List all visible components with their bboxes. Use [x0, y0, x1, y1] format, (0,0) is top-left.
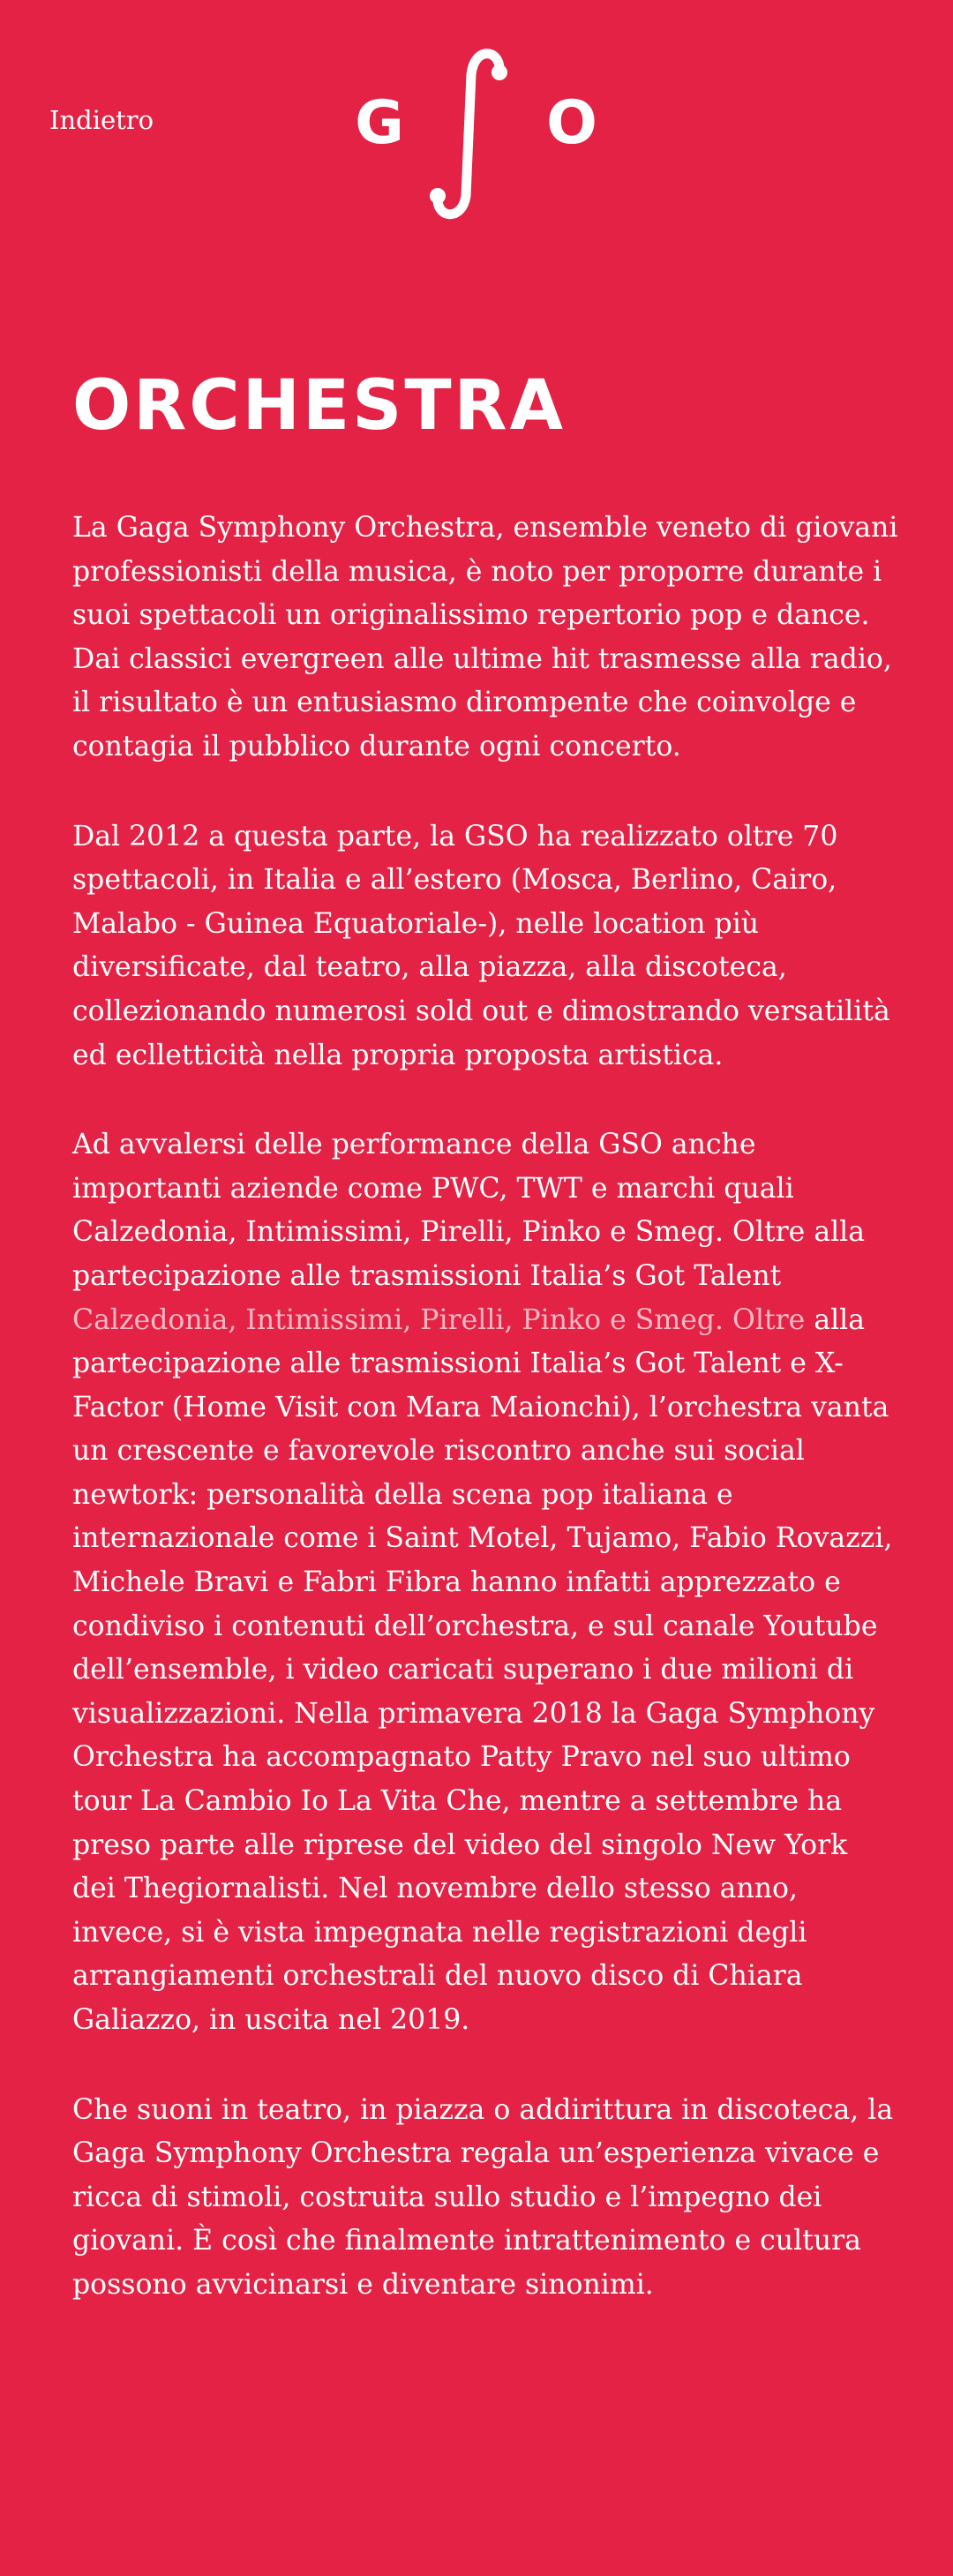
- paragraph-3-part-2: alla partecipazione alle trasmissioni Italia’s Got Talent e X-Factor (Home Visit con Mara Maionchi), l’orchestra vanta un crescente e favorevole riscontro anche sui social newtork: personalità della scena pop italiana e internazionale come i Saint Motel, Tujamo, Fabio Rovazzi, Michele Bravi e Fabri Fibra hanno infatti apprezzato e condiviso i contenuti dell’orchestra, e sul canale Youtube dell’ensemble, i video caricati superano i due milioni di visualizzazioni. Nella primavera 2018 la Gaga Symphony Orchestra ha accompagnato Patty Pravo nel suo ultimo tour La Cambio Io La Vita Che, mentre a settembre ha preso parte alle riprese del video del singolo New York dei Thegiornalisti. Nel novembre dello stesso anno, invece, si è vista impegnata nelle registrazioni degli arrangiamenti orchestrali del nuovo disco di Chiara Galiazzo, in uscita nel 2019.: [72, 1303, 893, 2036]
- logo[interactable]: [344, 39, 609, 242]
- article-body: [72, 507, 898, 2354]
- logo-letter-g-text: G: [355, 88, 404, 158]
- integral-f-hole-icon: [430, 54, 507, 214]
- paragraph-4: Che suoni in teatro, in piazza o addirittura in discoteca, la Gaga Symphony Orchestra regala un’esperienza vivace e ricca di stimoli, costruita sullo studio e l’impegno dei giovani. È così che finalmente intrattenimento e cultura possono avvicinarsi e diventare sinonimi.: [72, 2093, 894, 2301]
- header: [0, 0, 953, 247]
- paragraph-3-faded-text: Calzedonia, Intimissimi, Pirelli, Pinko e Smeg. Oltre: [72, 1303, 806, 1336]
- logo-letter-o: [546, 88, 597, 158]
- back-link[interactable]: Indietro: [49, 105, 154, 135]
- paragraph-2: Dal 2012 a questa parte, la GSO ha realizzato oltre 70 spettacoli, in Italia e all’estero (Mosca, Berlino, Cairo, Malabo - Guinea Equatoriale-), nelle location più diversificate, dal teatro, alla piazza, alla discoteca, collezionando numerosi sold out e dimostrando versatilità ed eclletticità nella propria proposta artistica.: [72, 820, 890, 1071]
- paragraph-3-part-1: Ad avvalersi delle performance della GSO anche importanti aziende come PWC, TWT e marchi quali Calzedonia, Intimissimi, Pirelli, Pinko e Smeg. Oltre alla partecipazione alle trasmissioni Italia’s Got Talent: [72, 1129, 866, 1292]
- paragraph-3: [72, 1123, 898, 2042]
- paragraph-1: La Gaga Symphony Orchestra, ensemble veneto di giovani professionisti della musica, è noto per proporre durante i suoi spettacoli un originalissimo repertorio pop e dance. Dai classici evergreen alle ultime hit trasmesse alla radio, il risultato è un entusiasmo dirompente che coinvolge e contagia il pubblico durante ogni concerto.: [72, 512, 898, 762]
- page-title: ORCHESTRA: [72, 366, 566, 446]
- logo-letter-g: [355, 88, 404, 158]
- logo-letter-o-text: O: [546, 88, 597, 158]
